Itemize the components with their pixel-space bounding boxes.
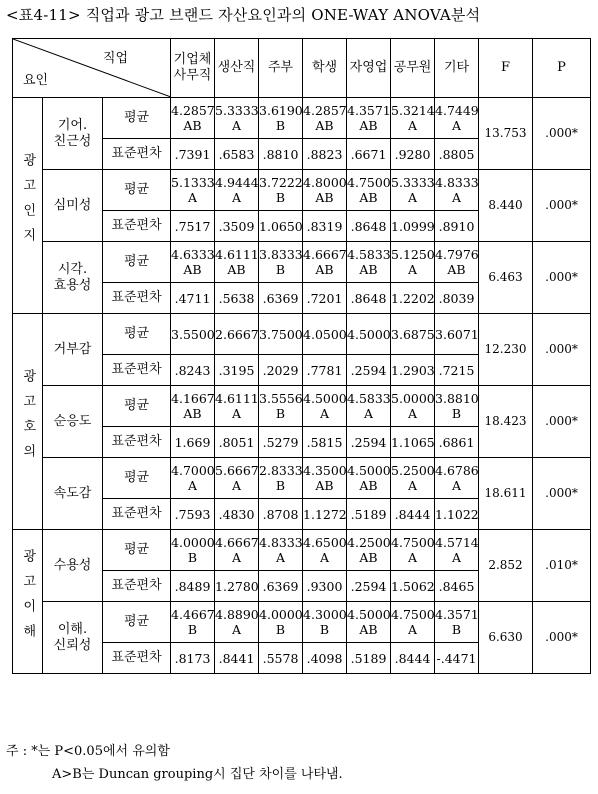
mean-value: 5.3333 A	[391, 170, 435, 211]
p-value: .000*	[533, 98, 591, 170]
sd-value: .8489	[171, 571, 215, 602]
mean-value: 4.5000 A	[303, 386, 347, 427]
f-column-header: F	[479, 39, 533, 98]
mean-value: 4.2857 AB	[303, 98, 347, 139]
mean-value: 4.5000	[347, 314, 391, 355]
sd-value: 1.1022	[435, 499, 479, 530]
mean-value: 3.5556 B	[259, 386, 303, 427]
sd-value: .5638	[215, 283, 259, 314]
table-row	[13, 458, 591, 499]
item-name: 시각. 효용성	[43, 242, 103, 314]
p-value: .000*	[533, 170, 591, 242]
mean-value: 4.7000 A	[171, 458, 215, 499]
mean-value: 4.8333 A	[259, 530, 303, 571]
mean-value: 4.6786 A	[435, 458, 479, 499]
mean-value: 3.7222 B	[259, 170, 303, 211]
sd-label: 표준편차	[103, 571, 171, 602]
sd-value: 1.2202	[391, 283, 435, 314]
sd-label: 표준편차	[103, 211, 171, 242]
f-value: 13.753	[479, 98, 533, 170]
sd-value: .2594	[347, 571, 391, 602]
mean-value: 4.5000 AB	[347, 458, 391, 499]
mean-value: 4.7500 A	[391, 530, 435, 571]
mean-value: 3.7500	[259, 314, 303, 355]
column-header: 학생	[303, 39, 347, 98]
sd-value: .5578	[259, 643, 303, 674]
p-value: .000*	[533, 386, 591, 458]
sd-value: .8243	[171, 355, 215, 386]
sd-label: 표준편차	[103, 139, 171, 170]
f-value: 18.611	[479, 458, 533, 530]
sd-value: .5279	[259, 427, 303, 458]
f-value: 8.440	[479, 170, 533, 242]
f-value: 6.630	[479, 602, 533, 674]
sd-value: 1.0650	[259, 211, 303, 242]
header-row	[13, 39, 591, 98]
f-value: 18.423	[479, 386, 533, 458]
sd-label: 표준편차	[103, 283, 171, 314]
sd-value: .5815	[303, 427, 347, 458]
mean-label: 평균	[103, 170, 171, 211]
sd-value: .9280	[391, 139, 435, 170]
mean-value: 4.2857 AB	[171, 98, 215, 139]
mean-value: 4.5833 A	[347, 386, 391, 427]
group-label: 광고호의	[20, 369, 36, 470]
mean-value: 4.8333 A	[435, 170, 479, 211]
sd-value: .8810	[259, 139, 303, 170]
item-name: 기어. 친근성	[43, 98, 103, 170]
item-name: 속도감	[43, 458, 103, 530]
mean-value: 3.6875	[391, 314, 435, 355]
sd-value: .8444	[391, 499, 435, 530]
mean-value: 4.7449 A	[435, 98, 479, 139]
sd-value: .8444	[391, 643, 435, 674]
sd-value: .8441	[215, 643, 259, 674]
mean-value: 3.6071	[435, 314, 479, 355]
sd-value: -.4471	[435, 643, 479, 674]
sd-label: 표준편차	[103, 643, 171, 674]
mean-value: 4.5833 AB	[347, 242, 391, 283]
mean-value: 4.0500	[303, 314, 347, 355]
item-name: 순응도	[43, 386, 103, 458]
sd-value: .6671	[347, 139, 391, 170]
footnotes	[6, 740, 343, 786]
sd-value: .8465	[435, 571, 479, 602]
mean-value: 2.8333 B	[259, 458, 303, 499]
table-row	[13, 602, 591, 643]
mean-value: 4.3571 B	[435, 602, 479, 643]
mean-value: 5.0000 A	[391, 386, 435, 427]
mean-label: 평균	[103, 242, 171, 283]
sd-label: 표준편차	[103, 499, 171, 530]
group-label: 광고이해	[20, 549, 36, 650]
sd-value: .7517	[171, 211, 215, 242]
sd-value: .4098	[303, 643, 347, 674]
footnote-significance: 주 : *는 P<0.05에서 유의함	[6, 744, 170, 759]
p-value: .000*	[533, 314, 591, 386]
group-label-cell	[13, 314, 43, 530]
f-value: 6.463	[479, 242, 533, 314]
f-value: 12.230	[479, 314, 533, 386]
table-row	[13, 530, 591, 571]
p-column-header: P	[533, 39, 591, 98]
mean-value: 4.3000 B	[303, 602, 347, 643]
column-header: 기타	[435, 39, 479, 98]
mean-value: 5.3333 A	[215, 98, 259, 139]
sd-value: .8319	[303, 211, 347, 242]
sd-value: .9300	[303, 571, 347, 602]
p-value: .010*	[533, 530, 591, 602]
mean-value: 4.5714 A	[435, 530, 479, 571]
sd-value: .2594	[347, 355, 391, 386]
sd-value: .3195	[215, 355, 259, 386]
table-row	[13, 314, 591, 355]
table-row	[13, 98, 591, 139]
mean-label: 평균	[103, 314, 171, 355]
corner-header	[13, 39, 171, 98]
sd-value: 1.5062	[391, 571, 435, 602]
sd-value: .6369	[259, 571, 303, 602]
mean-value: 4.1667 AB	[171, 386, 215, 427]
sd-value: .2594	[347, 427, 391, 458]
sd-value: .4711	[171, 283, 215, 314]
sd-value: .8910	[435, 211, 479, 242]
mean-value: 4.6500 A	[303, 530, 347, 571]
factor-header-label: 요인	[23, 73, 49, 89]
mean-label: 평균	[103, 602, 171, 643]
sd-value: .7215	[435, 355, 479, 386]
sd-value: .6583	[215, 139, 259, 170]
mean-value: 4.6333 AB	[171, 242, 215, 283]
mean-value: 4.6111 A	[215, 386, 259, 427]
mean-value: 5.1333 A	[171, 170, 215, 211]
item-name: 이해. 신뢰성	[43, 602, 103, 674]
mean-value: 4.7976 AB	[435, 242, 479, 283]
item-name: 심미성	[43, 170, 103, 242]
sd-value: .2029	[259, 355, 303, 386]
mean-value: 4.4667 B	[171, 602, 215, 643]
sd-value: 1.2780	[215, 571, 259, 602]
sd-value: .8708	[259, 499, 303, 530]
sd-value: .4830	[215, 499, 259, 530]
sd-value: .7781	[303, 355, 347, 386]
sd-value: .8039	[435, 283, 479, 314]
sd-value: 1.1272	[303, 499, 347, 530]
sd-value: .5189	[347, 643, 391, 674]
column-header: 자영업	[347, 39, 391, 98]
sd-value: .5189	[347, 499, 391, 530]
sd-value: .6861	[435, 427, 479, 458]
mean-value: 3.5500	[171, 314, 215, 355]
column-header: 생산직	[215, 39, 259, 98]
column-header: 주부	[259, 39, 303, 98]
group-label: 광고인지	[20, 153, 36, 254]
mean-value: 5.2500 A	[391, 458, 435, 499]
mean-value: 5.6667 A	[215, 458, 259, 499]
mean-value: 4.6667 A	[215, 530, 259, 571]
mean-label: 평균	[103, 98, 171, 139]
mean-value: 4.6111 AB	[215, 242, 259, 283]
p-value: .000*	[533, 602, 591, 674]
mean-value: 4.7500 A	[391, 602, 435, 643]
mean-value: 3.8810 B	[435, 386, 479, 427]
mean-value: 4.7500 AB	[347, 170, 391, 211]
sd-value: .8648	[347, 211, 391, 242]
mean-value: 4.8000 AB	[303, 170, 347, 211]
sd-value: .7391	[171, 139, 215, 170]
mean-value: 2.6667	[215, 314, 259, 355]
sd-value: .7593	[171, 499, 215, 530]
mean-label: 평균	[103, 530, 171, 571]
sd-value: .8823	[303, 139, 347, 170]
mean-value: 4.5000 AB	[347, 602, 391, 643]
mean-label: 평균	[103, 386, 171, 427]
sd-value: .8648	[347, 283, 391, 314]
sd-value: 1.0999	[391, 211, 435, 242]
mean-value: 4.0000 B	[259, 602, 303, 643]
mean-value: 4.0000 B	[171, 530, 215, 571]
group-label-cell	[13, 98, 43, 314]
sd-label: 표준편차	[103, 427, 171, 458]
sd-value: 1.669	[171, 427, 215, 458]
sd-value: 1.2903	[391, 355, 435, 386]
column-header: 공무원	[391, 39, 435, 98]
mean-value: 4.6667 AB	[303, 242, 347, 283]
mean-value: 4.2500 AB	[347, 530, 391, 571]
sd-value: .7201	[303, 283, 347, 314]
anova-table	[12, 38, 591, 674]
table-title: <표4-11> 직업과 광고 브랜드 자산요인과의 ONE-WAY ANOVA분석	[6, 6, 481, 24]
mean-value: 3.6190 B	[259, 98, 303, 139]
column-header: 기업체 사무직	[171, 39, 215, 98]
job-header-label: 직업	[102, 51, 129, 66]
mean-value: 5.1250 A	[391, 242, 435, 283]
mean-value: 4.8890 A	[215, 602, 259, 643]
mean-value: 5.3214 A	[391, 98, 435, 139]
p-value: .000*	[533, 242, 591, 314]
footnote-duncan: A>B는 Duncan grouping시 집단 차이를 나타냄.	[52, 767, 343, 782]
table-row	[13, 386, 591, 427]
sd-value: .3509	[215, 211, 259, 242]
table-row	[13, 242, 591, 283]
sd-value: .6369	[259, 283, 303, 314]
mean-value: 4.3571 AB	[347, 98, 391, 139]
f-value: 2.852	[479, 530, 533, 602]
sd-value: .8051	[215, 427, 259, 458]
item-name: 거부감	[43, 314, 103, 386]
sd-value: .8805	[435, 139, 479, 170]
table-row	[13, 170, 591, 211]
p-value: .000*	[533, 458, 591, 530]
mean-value: 4.3500 AB	[303, 458, 347, 499]
mean-value: 4.9444 A	[215, 170, 259, 211]
item-name: 수용성	[43, 530, 103, 602]
group-label-cell	[13, 530, 43, 674]
sd-value: 1.1065	[391, 427, 435, 458]
sd-value: .8173	[171, 643, 215, 674]
mean-label: 평균	[103, 458, 171, 499]
sd-label: 표준편차	[103, 355, 171, 386]
mean-value: 3.8333 B	[259, 242, 303, 283]
